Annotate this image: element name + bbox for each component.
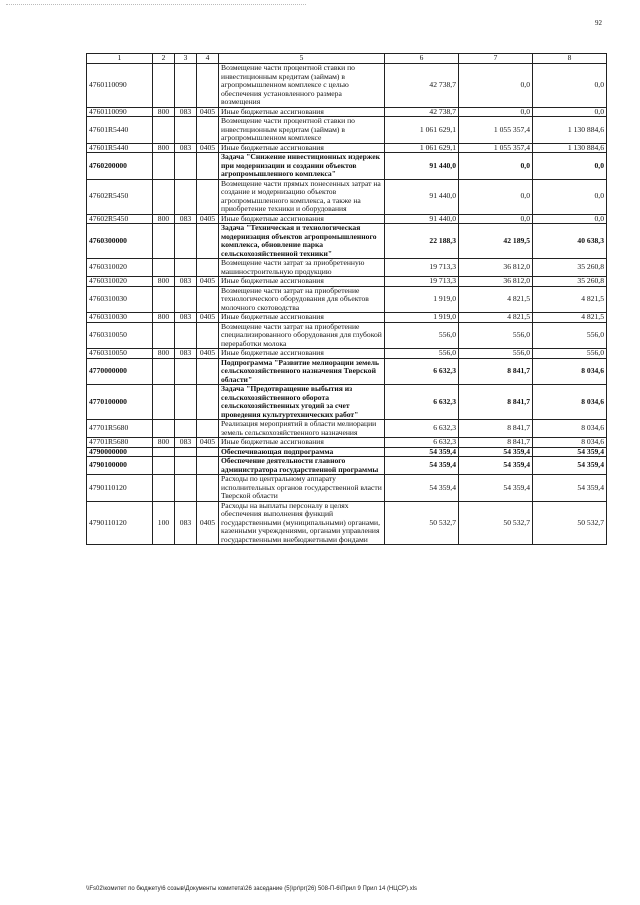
row-expense-type: 800 [153,107,175,117]
table-row [87,447,607,457]
row-expense-type [153,224,175,259]
row-value-7: 54 359,4 [459,457,533,475]
row-expense-type [153,420,175,438]
table-row [87,153,607,180]
row-code: 4770000000 [87,358,153,385]
row-ministry: 083 [175,438,197,448]
table-row [87,214,607,224]
row-value-7: 1 055 357,4 [459,117,533,144]
col-header-4: 4 [197,54,219,64]
row-name: Возмещение части затрат на приобретение технологического оборудования для объектов молочного скотоводства [219,286,385,313]
row-ministry [175,224,197,259]
row-code: 4760310020 [87,259,153,277]
row-expense-type [153,385,175,420]
row-value-8: 0,0 [533,179,607,214]
table-row [87,322,607,349]
row-section [197,475,219,502]
row-name: Иные бюджетные ассигнования [219,313,385,323]
col-header-2: 2 [153,54,175,64]
row-value-8: 40 638,3 [533,224,607,259]
row-value-8: 556,0 [533,349,607,359]
row-name: Обеспечение деятельности главного администратора государственной программы [219,457,385,475]
row-value-6: 91 440,0 [385,153,459,180]
row-ministry: 083 [175,107,197,117]
row-ministry [175,117,197,144]
row-section: 0405 [197,501,219,545]
row-value-6: 22 188,3 [385,224,459,259]
row-value-8: 0,0 [533,153,607,180]
col-header-7: 7 [459,54,533,64]
row-value-6: 556,0 [385,349,459,359]
row-code: 4770100000 [87,385,153,420]
row-expense-type [153,259,175,277]
row-value-6: 54 359,4 [385,475,459,502]
row-value-6: 19 713,3 [385,259,459,277]
row-value-8: 0,0 [533,214,607,224]
row-ministry: 083 [175,501,197,545]
row-section [197,457,219,475]
row-section [197,179,219,214]
table-row [87,420,607,438]
row-section [197,64,219,108]
row-name: Иные бюджетные ассигнования [219,438,385,448]
row-value-6: 1 061 629,1 [385,117,459,144]
row-ministry [175,457,197,475]
row-name: Возмещение части затрат за приобретенную машиностроительную продукцию [219,259,385,277]
row-section [197,286,219,313]
row-value-7: 556,0 [459,349,533,359]
row-expense-type [153,358,175,385]
row-expense-type: 800 [153,214,175,224]
budget-table [86,53,607,545]
row-value-7: 8 841,7 [459,385,533,420]
row-name: Иные бюджетные ассигнования [219,143,385,153]
row-expense-type: 800 [153,313,175,323]
row-code: 4760310030 [87,313,153,323]
row-expense-type [153,322,175,349]
table-row [87,501,607,545]
row-expense-type: 800 [153,349,175,359]
row-value-8: 54 359,4 [533,447,607,457]
row-name: Иные бюджетные ассигнования [219,214,385,224]
row-name: Возмещение части процентной ставки по инвестиционным кредитам (займам) в агропромышленном комплексе [219,117,385,144]
row-value-7: 0,0 [459,214,533,224]
row-expense-type [153,447,175,457]
row-section [197,224,219,259]
row-value-7: 36 812,0 [459,277,533,287]
row-section [197,259,219,277]
row-name: Расходы по центральному аппарату исполнительных органов государственной власти Тверской области [219,475,385,502]
table-row [87,224,607,259]
row-value-6: 6 632,3 [385,358,459,385]
row-code: 4790110120 [87,475,153,502]
row-code: 4790100000 [87,457,153,475]
row-code: 47601R5440 [87,143,153,153]
table-row [87,143,607,153]
row-value-6: 1 061 629,1 [385,143,459,153]
row-code: 4760300000 [87,224,153,259]
row-expense-type [153,286,175,313]
row-name: Возмещение части прямых понесенных затрат на создание и модернизацию объектов агропромышленного комплекса, а также на приобретение техники и оборудования [219,179,385,214]
row-ministry [175,322,197,349]
row-code: 4790110120 [87,501,153,545]
row-name: Иные бюджетные ассигнования [219,277,385,287]
row-value-7: 50 532,7 [459,501,533,545]
row-value-6: 6 632,3 [385,438,459,448]
col-header-6: 6 [385,54,459,64]
row-ministry [175,358,197,385]
row-value-7: 0,0 [459,107,533,117]
row-value-7: 4 821,5 [459,286,533,313]
table-row [87,286,607,313]
row-name: Возмещение части затрат на приобретение специализированного оборудования для глубокой переработки молока [219,322,385,349]
row-ministry: 083 [175,313,197,323]
row-code: 4760310050 [87,322,153,349]
row-section [197,153,219,180]
row-value-8: 50 532,7 [533,501,607,545]
row-value-6: 1 919,0 [385,313,459,323]
row-name: Задача "Предотвращение выбытия из сельскохозяйственного оборота сельскохозяйственных угодий за счет проведения культуртехнических работ" [219,385,385,420]
row-section: 0405 [197,313,219,323]
col-header-1: 1 [87,54,153,64]
row-code: 47602R5450 [87,179,153,214]
column-number-row [87,54,607,64]
table-row [87,475,607,502]
row-ministry [175,153,197,180]
row-name: Подпрограмма "Развитие мелиорации земель сельскохозяйственного назначения Тверской области" [219,358,385,385]
row-section [197,385,219,420]
table-row [87,457,607,475]
row-expense-type [153,153,175,180]
row-value-8: 8 034,6 [533,438,607,448]
row-section: 0405 [197,277,219,287]
row-ministry [175,447,197,457]
row-code: 47601R5440 [87,117,153,144]
row-value-6: 556,0 [385,322,459,349]
row-value-7: 8 841,7 [459,438,533,448]
row-value-8: 8 034,6 [533,420,607,438]
table-row [87,385,607,420]
row-name: Иные бюджетные ассигнования [219,349,385,359]
row-value-6: 50 532,7 [385,501,459,545]
row-expense-type [153,179,175,214]
row-section: 0405 [197,107,219,117]
row-section [197,447,219,457]
row-name: Реализация мероприятий в области мелиорации земель сельскохозяйственного назначения [219,420,385,438]
row-value-6: 6 632,3 [385,420,459,438]
row-ministry: 083 [175,277,197,287]
row-code: 4760310050 [87,349,153,359]
row-name: Задача "Снижение инвестиционных издержек при модернизации и создании объектов агропромышленного комплекса" [219,153,385,180]
row-expense-type: 100 [153,501,175,545]
file-path-footer: \\Fs02\комитет по бюджету\6 созыв\Документы комитета\26 заседание (5)\pr\pr(26) 508-П-6\Прил 9 Прил 14 (НЦСР).xls [86,886,418,892]
row-value-7: 4 821,5 [459,313,533,323]
table-row [87,259,607,277]
row-value-8: 35 260,8 [533,259,607,277]
row-code: 4760110090 [87,107,153,117]
row-value-7: 0,0 [459,153,533,180]
table-row [87,107,607,117]
row-value-6: 1 919,0 [385,286,459,313]
row-ministry [175,64,197,108]
row-name: Иные бюджетные ассигнования [219,107,385,117]
row-value-8: 4 821,5 [533,313,607,323]
row-value-8: 54 359,4 [533,475,607,502]
row-ministry [175,475,197,502]
row-ministry: 083 [175,349,197,359]
row-expense-type [153,117,175,144]
table-row [87,179,607,214]
row-expense-type: 800 [153,277,175,287]
row-code: 47701R5680 [87,420,153,438]
col-header-5: 5 [219,54,385,64]
row-value-6: 54 359,4 [385,447,459,457]
table-body [87,64,607,545]
row-section [197,117,219,144]
row-code: 4790000000 [87,447,153,457]
row-value-8: 556,0 [533,322,607,349]
row-name: Задача "Техническая и технологическая модернизация объектов агропромышленного комплекса, обновление парка сельскохозяйственной техники" [219,224,385,259]
row-ministry [175,259,197,277]
row-value-8: 35 260,8 [533,277,607,287]
row-expense-type [153,64,175,108]
row-value-6: 42 738,7 [385,107,459,117]
row-section [197,358,219,385]
table-row [87,358,607,385]
row-value-8: 0,0 [533,64,607,108]
row-value-6: 91 440,0 [385,214,459,224]
row-value-7: 0,0 [459,64,533,108]
table-row [87,64,607,108]
row-value-6: 91 440,0 [385,179,459,214]
row-section: 0405 [197,438,219,448]
row-value-7: 8 841,7 [459,358,533,385]
row-value-7: 1 055 357,4 [459,143,533,153]
row-ministry [175,385,197,420]
row-ministry: 083 [175,143,197,153]
row-value-8: 1 130 884,6 [533,143,607,153]
row-value-8: 4 821,5 [533,286,607,313]
row-ministry [175,286,197,313]
row-code: 4760110090 [87,64,153,108]
table-row [87,438,607,448]
row-ministry [175,420,197,438]
row-value-8: 1 130 884,6 [533,117,607,144]
row-value-7: 8 841,7 [459,420,533,438]
col-header-3: 3 [175,54,197,64]
row-expense-type [153,457,175,475]
row-code: 4760310020 [87,277,153,287]
row-value-8: 8 034,6 [533,358,607,385]
row-value-8: 0,0 [533,107,607,117]
row-code: 47701R5680 [87,438,153,448]
table-row [87,117,607,144]
row-ministry: 083 [175,214,197,224]
row-section [197,420,219,438]
scan-artifact-line [6,4,306,7]
row-name: Расходы на выплаты персоналу в целях обеспечения выполнения функций государственными (муниципальными) органами, казенными учреждениями, органами управления государственными внебюджетными фондами [219,501,385,545]
row-name: Обеспечивающая подпрограмма [219,447,385,457]
row-section: 0405 [197,214,219,224]
row-expense-type: 800 [153,143,175,153]
row-value-7: 54 359,4 [459,475,533,502]
row-value-8: 8 034,6 [533,385,607,420]
page-number: 92 [595,19,602,27]
table-row [87,313,607,323]
row-section: 0405 [197,349,219,359]
row-code: 47602R5450 [87,214,153,224]
row-expense-type [153,475,175,502]
row-value-7: 556,0 [459,322,533,349]
row-value-8: 54 359,4 [533,457,607,475]
row-code: 4760200000 [87,153,153,180]
row-value-7: 36 812,0 [459,259,533,277]
row-value-7: 0,0 [459,179,533,214]
row-code: 4760310030 [87,286,153,313]
row-value-6: 19 713,3 [385,277,459,287]
row-value-6: 42 738,7 [385,64,459,108]
row-value-7: 54 359,4 [459,447,533,457]
row-name: Возмещение части процентной ставки по инвестиционным кредитам (займам) в агропромышленном комплексе с целью обеспечения установленного размера возмещения [219,64,385,108]
row-ministry [175,179,197,214]
table-row [87,349,607,359]
row-section: 0405 [197,143,219,153]
col-header-8: 8 [533,54,607,64]
table-row [87,277,607,287]
row-value-6: 6 632,3 [385,385,459,420]
row-section [197,322,219,349]
row-value-7: 42 189,5 [459,224,533,259]
row-expense-type: 800 [153,438,175,448]
row-value-6: 54 359,4 [385,457,459,475]
